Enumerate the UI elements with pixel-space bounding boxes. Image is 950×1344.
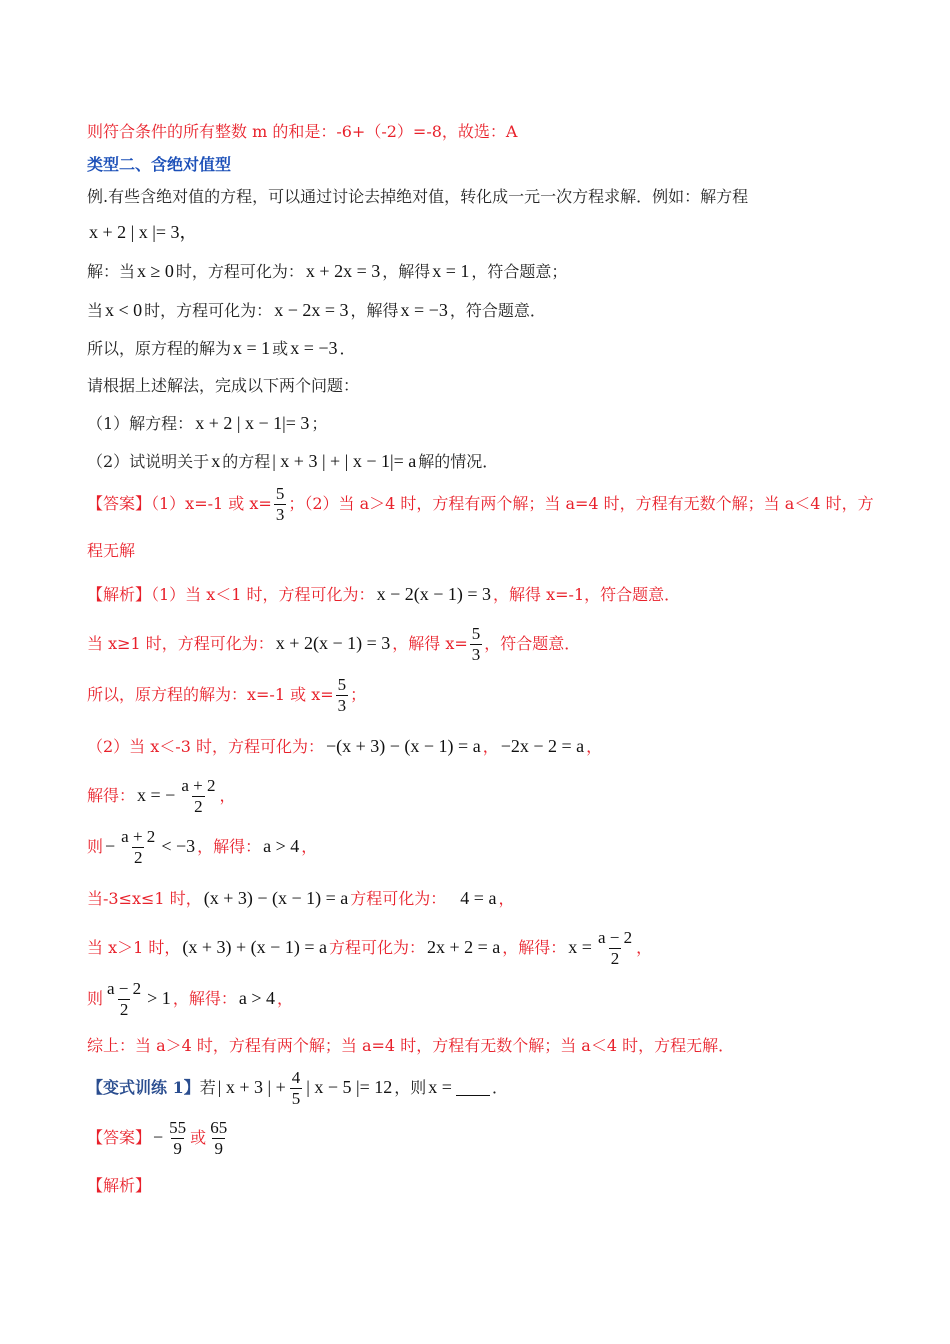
analysis-2: [87, 624, 910, 664]
text: 解的情况．: [418, 452, 499, 472]
analysis-4: [87, 736, 910, 758]
text: ，符合题意．: [449, 301, 546, 321]
math: x + 2(x − 1) = 3: [275, 633, 391, 654]
text: ，: [276, 989, 293, 1009]
section-heading: [87, 155, 910, 174]
math: a > 4: [238, 988, 275, 1009]
analysis-5: [87, 776, 910, 816]
line-sum-conclusion: [87, 122, 910, 141]
math: x = −3: [400, 300, 448, 320]
text: ；: [350, 685, 367, 705]
denominator: 9: [173, 1138, 182, 1158]
answer-blank: [456, 1081, 490, 1096]
math: > 1: [147, 988, 171, 1009]
text: （2）试说明关于: [87, 452, 210, 472]
numerator: a + 2: [181, 776, 216, 795]
example-intro-text: 例.有些含绝对值的方程，可以通过讨论去掉绝对值，转化成一元一次方程求解．例如：解方程: [87, 187, 749, 206]
text: 若: [199, 1078, 216, 1098]
denominator: 2: [194, 796, 203, 816]
text: ，解得：: [197, 837, 262, 857]
text: 解：当: [87, 262, 136, 282]
analysis-summary: [87, 1036, 910, 1055]
text: 请根据上述解法，完成以下两个问题：: [87, 376, 360, 395]
numerator: 55: [169, 1118, 187, 1137]
example-equation: [87, 222, 910, 244]
denominator: 9: [214, 1138, 223, 1158]
math: x ≥ 0: [137, 261, 174, 281]
text: （1）解方程：: [87, 414, 194, 434]
text: 时，方程可化为：: [175, 262, 304, 282]
math: x =: [568, 937, 592, 958]
text: ，: [636, 938, 653, 958]
text: 解得：: [87, 786, 136, 806]
task-intro: [87, 376, 910, 395]
math: a > 4: [263, 836, 300, 857]
text: 或: [190, 1128, 207, 1148]
example-intro: [87, 187, 910, 206]
denominator: 3: [337, 695, 347, 715]
math: x < 0: [105, 300, 143, 320]
text: ，: [219, 786, 236, 806]
math: | x + 3 | +: [217, 1077, 286, 1098]
math: 2x + 2 = a: [426, 937, 501, 958]
text: 的方程: [222, 452, 271, 472]
text: ，: [301, 837, 318, 857]
answer-label: 【答案】: [87, 1128, 152, 1148]
text: 或: [272, 339, 289, 359]
math: x: [211, 451, 221, 471]
numerator: 65: [210, 1118, 228, 1137]
sum-conclusion-text: 则符合条件的所有整数 m 的和是：-6+（-2）=-8，故选：A: [87, 122, 518, 141]
text: 所以，原方程的解为：x=-1 或 x=: [87, 685, 334, 705]
analysis-8: [87, 928, 910, 968]
analysis-1: [87, 584, 910, 606]
fraction: [274, 484, 287, 524]
math: x = 1: [432, 261, 470, 281]
answer-line-cont: [87, 541, 910, 560]
math: 4 = a: [460, 888, 497, 908]
numerator: 5: [471, 624, 481, 643]
denominator: 2: [610, 948, 620, 968]
text: 综上：当 a＞4 时，方程有两个解；当 a=4 时，方程有无数个解；当 a＜4 时，方程无解．: [87, 1036, 735, 1055]
text: 当 x＞1 时，: [87, 938, 181, 958]
text: ，: [498, 889, 515, 909]
fraction: [290, 1068, 303, 1108]
math: | x + 3 | + | x − 1|= a: [272, 451, 417, 471]
answer-text: ；（2）当 a＞4 时，方程有两个解；当 a=4 时，方程有无数个解；当 a＜4 时，方: [288, 494, 874, 514]
text: 时，方程可化为：: [144, 301, 273, 321]
analysis-6: [87, 827, 910, 867]
math: x + 2x = 3: [305, 261, 381, 281]
math: | x − 5 |= 12: [306, 1077, 393, 1098]
variant-answer: [87, 1118, 910, 1158]
math: (x + 3) + (x − 1) = a: [182, 937, 327, 958]
text: 所以，原方程的解为: [87, 339, 232, 359]
math: x = −3: [290, 338, 338, 358]
text: ，解得 x=-1，符合题意．: [493, 585, 681, 605]
text: 【解析】（1）当 x＜1 时，方程可化为：: [87, 585, 375, 605]
text: ，则: [394, 1078, 427, 1098]
text: ，符合题意．: [484, 634, 581, 654]
solution-case-2: [87, 300, 910, 322]
text: 当 x≥1 时，方程可化为：: [87, 634, 274, 654]
solution-summary: [87, 338, 910, 360]
analysis-9: [87, 979, 910, 1019]
numerator: a − 2: [597, 928, 633, 947]
numerator: 5: [337, 675, 347, 694]
fraction: [119, 827, 157, 867]
text: ，解得：: [502, 938, 567, 958]
fraction: [470, 624, 483, 664]
analysis-7: [87, 888, 910, 910]
text: ，: [586, 737, 603, 757]
denominator: 3: [275, 504, 285, 524]
text: 则: [87, 989, 104, 1009]
text: 当-3≤x≤1 时，: [87, 889, 202, 909]
denominator: 5: [291, 1088, 301, 1108]
math: x = 1: [233, 338, 271, 358]
math: (x + 3) − (x − 1) = a: [203, 888, 349, 908]
numerator: 5: [275, 484, 285, 503]
solution-case-1: [87, 261, 910, 283]
math: −: [105, 836, 116, 857]
math: x = −: [137, 785, 176, 806]
text: （2）当 x＜-3 时，方程可化为：: [87, 737, 324, 757]
math: x − 2x = 3: [274, 300, 349, 320]
exercise-label: 【变式训练 1】: [87, 1078, 200, 1098]
analysis-label: 【解析】: [87, 1176, 152, 1195]
answer-line: [87, 484, 910, 524]
math: x =: [428, 1077, 452, 1098]
example-equation-math: x + 2 | x |= 3，: [89, 222, 198, 242]
fraction: [596, 928, 634, 968]
text: ，: [482, 737, 499, 757]
text: ；: [311, 414, 328, 434]
text: 当: [87, 301, 104, 321]
answer-text: 【答案】（1）x=-1 或 x=: [87, 494, 272, 514]
fraction: [179, 776, 217, 816]
numerator: a − 2: [107, 979, 142, 998]
text: 方程可化为：: [350, 889, 447, 909]
fraction: [336, 675, 349, 715]
math: < −3: [161, 836, 196, 857]
text: 方程可化为：: [328, 938, 425, 958]
math: −2x − 2 = a: [500, 736, 585, 756]
text: ，解得: [350, 301, 399, 321]
fraction: [105, 979, 143, 1019]
variant-exercise: [87, 1068, 910, 1108]
math: −(x + 3) − (x − 1) = a: [325, 736, 481, 756]
denominator: 2: [133, 847, 143, 867]
text: ，解得: [382, 262, 431, 282]
fraction: [167, 1118, 188, 1158]
text: ．: [491, 1078, 508, 1098]
variant-analysis: [87, 1176, 910, 1195]
text: ，符合题意；: [471, 262, 568, 282]
task-1: [87, 413, 910, 435]
text: ，解得：: [172, 989, 237, 1009]
text: ．: [339, 339, 356, 359]
math: −: [153, 1127, 164, 1148]
numerator: a + 2: [121, 827, 156, 846]
math: x + 2 | x − 1|= 3: [195, 413, 310, 433]
numerator: 4: [291, 1068, 301, 1087]
math: x − 2(x − 1) = 3: [376, 584, 492, 604]
text: ，解得 x=: [392, 634, 468, 654]
fraction: [208, 1118, 229, 1158]
text: 则: [87, 837, 104, 857]
analysis-3: [87, 675, 910, 715]
denominator: 3: [471, 644, 481, 664]
denominator: 2: [119, 999, 129, 1019]
task-2: [87, 451, 910, 473]
section-title: 类型二、含绝对值型: [87, 155, 232, 174]
text: 程无解: [87, 541, 136, 560]
